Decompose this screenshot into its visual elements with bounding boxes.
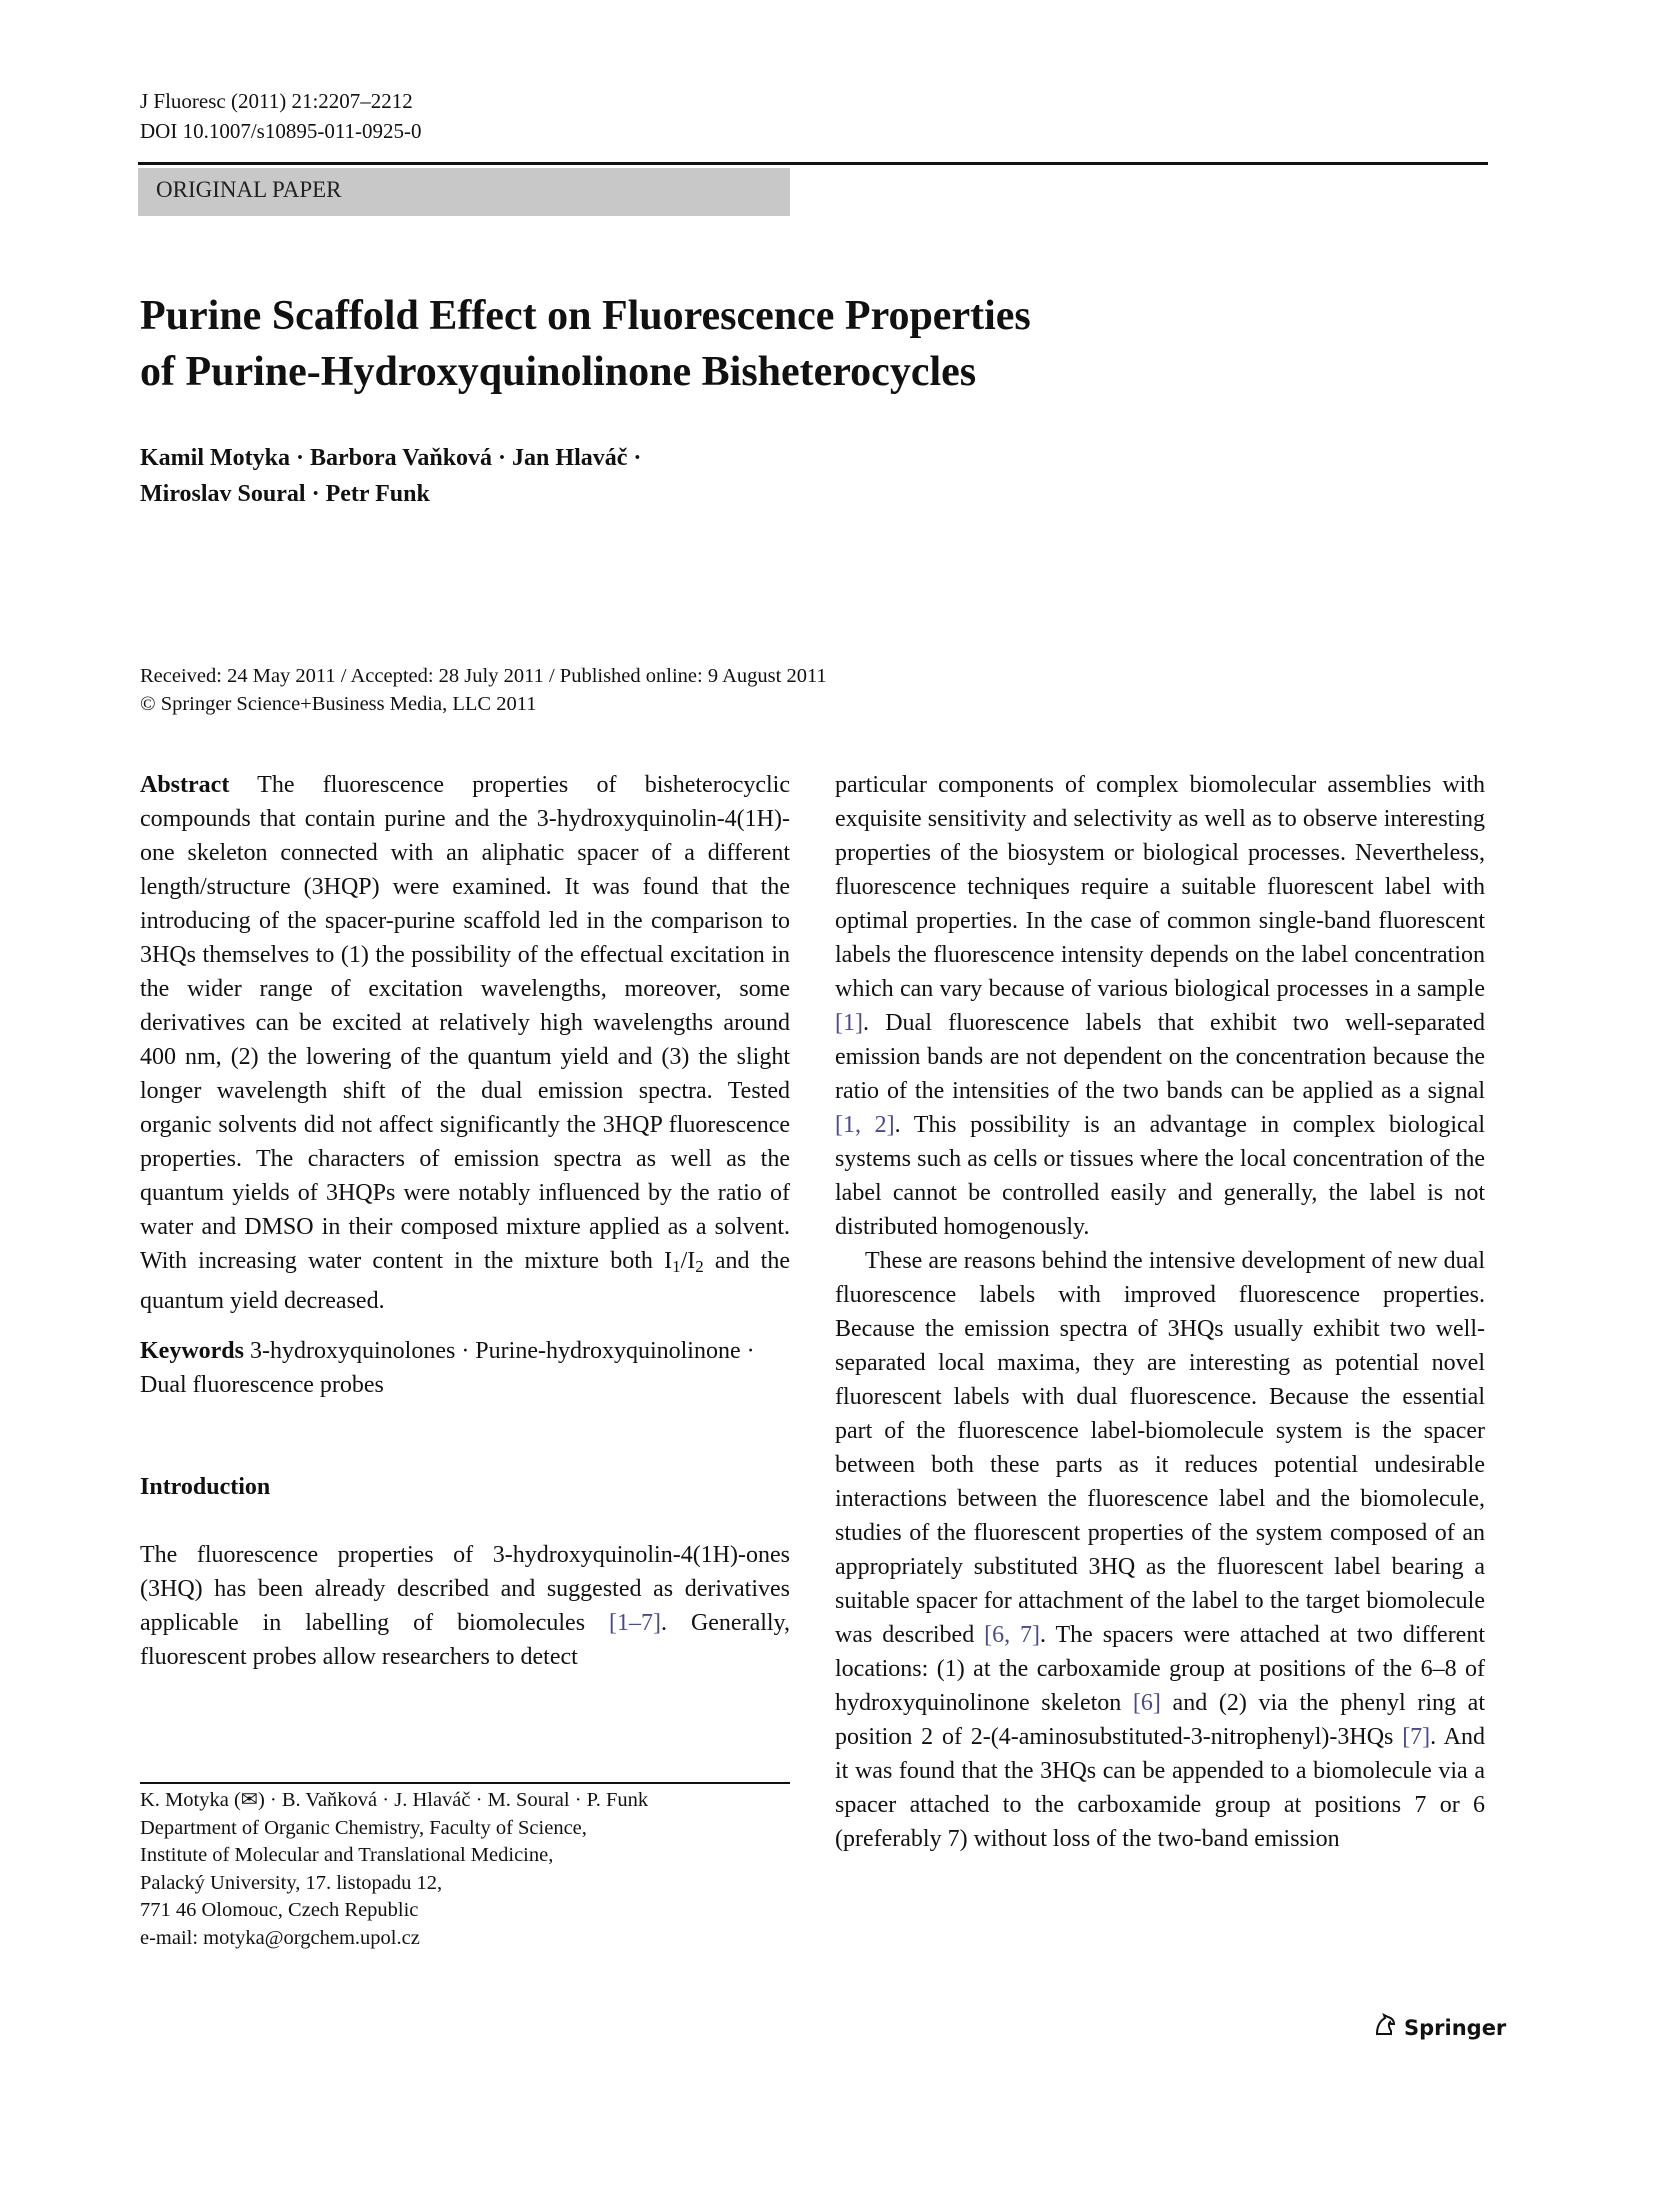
contact-email[interactable]: e-mail: motyka@orgchem.upol.cz bbox=[140, 1926, 420, 1949]
affiliation-authors: K. Motyka (✉) · B. Vaňková · J. Hlaváč · M. Soural · P. Funk bbox=[140, 1789, 649, 1811]
citation-link[interactable]: [6, 7] bbox=[984, 1622, 1041, 1648]
right-p1-text-c: . This possibility is an advantage in complex biological systems such as cells or tissues where the local concentration of the label cannot be controlled easily and generally, the label is not distributed homogenously. bbox=[835, 1112, 1486, 1240]
affiliation-dept: Department of Organic Chemistry, Faculty of Science, bbox=[140, 1816, 587, 1839]
abstract-text: The fluorescence properties of bisheterocyclic compounds that contain purine and the 3-hydroxyquinolin-4(1H)-one skeleton connected with an aliphatic spacer of a different length/structure (3HQP) were examined. It was found that the introducing of the spacer-purine scaffold led in the comparison to 3HQs themselves to (1) the possibility of the effectual excitation in the wider range of excitation wavelengths, moreover, some derivatives can be excited at relatively high wavelengths around 400 nm, (2) the lowering of the quantum yield and (3) the slight longer wavelength shift of the dual emission spectra. Tested organic solvents did not affect significantly the 3HQP fluorescence properties. The characters of emission spectra as well as the quantum yields of 3HQPs were notably influenced by the ratio of water and DMSO in their composed mixture applied as a solvent. With increasing water content in the mixture both bbox=[140, 772, 790, 1274]
abstract bbox=[140, 768, 790, 1318]
right-p2-text-a: These are reasons behind the intensive development of new dual fluorescence labels with improved fluorescence properties. Because the emission spectra of 3HQs usually exhibit two well-separated local maxima, they are interesting as potential novel fluorescent labels with dual fluorescence. Because the essential part of the fluorescence label-biomolecule system is the spacer between both these parts as it reduces potential undesirable interactions between the fluorescence label and the biomolecule, studies of the fluorescent properties of the system composed of an appropriately substituted 3HQ as the fluorescent label bearing a suitable spacer for attachment of the label to the target biomolecule was described bbox=[835, 1248, 1485, 1648]
citation-link[interactable]: [1, 2] bbox=[835, 1112, 895, 1138]
copyright: © Springer Science+Business Media, LLC 2011 bbox=[140, 693, 537, 715]
authors-line-2: Miroslav Soural · Petr Funk bbox=[140, 481, 430, 507]
citation-link[interactable]: [1] bbox=[835, 1010, 863, 1036]
abstract-sub2: 2 bbox=[695, 1257, 704, 1276]
title-line-1: Purine Scaffold Effect on Fluorescence Properties bbox=[140, 293, 1031, 339]
doi: DOI 10.1007/s10895-011-0925-0 bbox=[140, 119, 422, 143]
right-p2-text-c: and (2) via the phenyl ring at position 2 of 2-(4-aminosubstituted-3-nitrophenyl)-3HQs bbox=[835, 1690, 1485, 1750]
left-column bbox=[140, 768, 790, 1674]
intro-paragraph-2 bbox=[835, 1244, 1485, 1856]
right-p2-text-b: . The spacers were attached at two different locations: (1) at the carboxamide group at positions of the 6–8 of hydroxyquinolinone skeleton bbox=[835, 1622, 1485, 1716]
publication-history: Received: 24 May 2011 / Accepted: 28 July 2011 / Published online: 9 August 2011 bbox=[140, 665, 827, 687]
right-p1-text-a: particular components of complex biomolecular assemblies with exquisite sensitivity and selectivity as well as to observe interesting properties of the biosystem or biological processes. Nevertheless, fluorescence techniques require a suitable fluorescent label with optimal properties. In the case of common single-band fluorescent labels the fluorescence intensity depends on the label concentration which can vary because of various biological processes in a sample bbox=[835, 772, 1485, 1002]
abstract-heading: Abstract bbox=[140, 772, 230, 798]
keywords-text: 3-hydroxyquinolones · Purine-hydroxyquinolinone · Dual fluorescence probes bbox=[140, 1338, 755, 1398]
journal-citation: J Fluoresc (2011) 21:2207–2212 bbox=[140, 89, 413, 113]
header-rule bbox=[138, 162, 1488, 165]
keywords bbox=[140, 1334, 790, 1402]
right-p1-text-b: . Dual fluorescence labels that exhibit two well-separated emission bands are not dependent on the concentration because the ratio of the intensities of the two bands can be applied as a signal bbox=[835, 1010, 1485, 1104]
abstract-sub1: 1 bbox=[672, 1257, 681, 1276]
title-line-2: of Purine-Hydroxyquinolinone Bisheterocycles bbox=[140, 349, 977, 395]
authors-line-1: Kamil Motyka · Barbora Vaňková · Jan Hlaváč · bbox=[140, 445, 642, 471]
citation-link[interactable]: [6] bbox=[1132, 1690, 1161, 1716]
affiliation-university: Palacký University, 17. listopadu 12, bbox=[140, 1871, 443, 1894]
paper-title bbox=[140, 288, 1440, 400]
abstract-end: and the quantum yield decreased. bbox=[140, 1248, 790, 1314]
intro-paragraph-1 bbox=[140, 1538, 790, 1674]
citation-link[interactable]: [1–7] bbox=[609, 1610, 661, 1636]
publisher-logo bbox=[1372, 2012, 1506, 2043]
keywords-heading: Keywords bbox=[140, 1338, 244, 1364]
affiliation-institute: Institute of Molecular and Translational Medicine, bbox=[140, 1844, 554, 1866]
citation-link[interactable]: [7] bbox=[1402, 1724, 1431, 1750]
author-affiliation bbox=[140, 1787, 800, 1952]
abstract-i1: I bbox=[664, 1248, 673, 1274]
footnote-rule bbox=[140, 1782, 790, 1784]
article-dates bbox=[140, 662, 1340, 718]
intro-p1-text-b: . Generally, fluorescent probes allow researchers to detect bbox=[140, 1610, 790, 1670]
author-list bbox=[140, 440, 1040, 512]
article-type-banner: ORIGINAL PAPER bbox=[138, 168, 790, 216]
introduction-heading: Introduction bbox=[140, 1474, 271, 1500]
right-p2-text-d: . And it was found that the 3HQs can be appended to a biomolecule via a spacer attached to the carboxamide group at positions 7 or 6 (preferably 7) without loss of the two-band emission bbox=[835, 1724, 1485, 1852]
springer-horse-icon bbox=[1372, 2012, 1398, 2043]
intro-p1-text-a: The fluorescence properties of 3-hydroxyquinolin-4(1H)-ones (3HQ) has been already described and suggested as derivatives applicable in labelling of biomolecules bbox=[140, 1542, 790, 1636]
intro-paragraph-1-cont bbox=[835, 768, 1485, 1244]
publisher-name: Springer bbox=[1404, 2015, 1507, 2040]
abstract-slash: /I bbox=[680, 1248, 696, 1274]
journal-info bbox=[140, 86, 422, 146]
right-column bbox=[835, 768, 1485, 1856]
affiliation-city: 771 46 Olomouc, Czech Republic bbox=[140, 1899, 419, 1921]
